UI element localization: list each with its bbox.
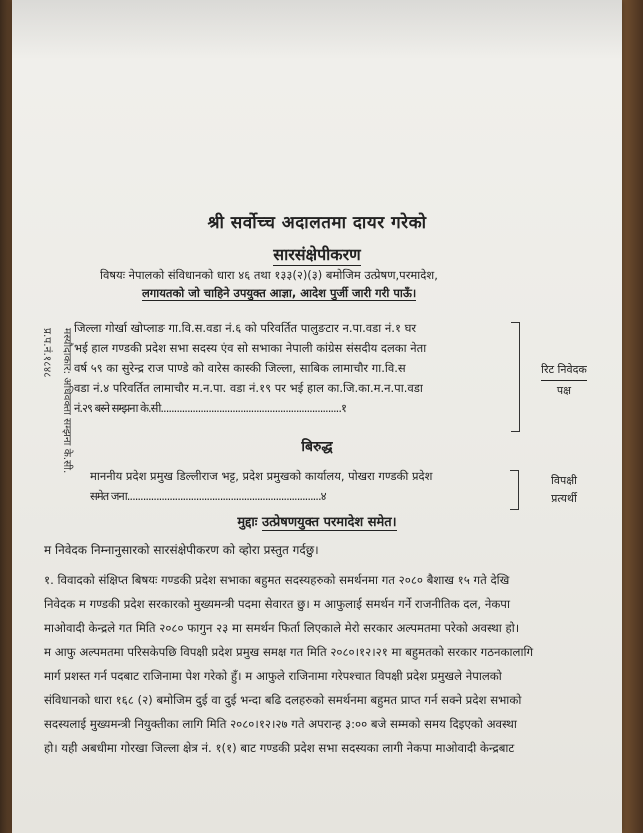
petitioner-role bbox=[524, 360, 604, 401]
body-line: माओवादी केन्द्रले गत मिति २०८० फागुन २३ मा समर्थन फिर्ता लिएकाले मेरो सरकार अल्पमतमा परेको अवस्था हो। bbox=[44, 621, 520, 635]
respondent-line: समेत जना.........................................................................४ bbox=[90, 489, 326, 503]
side-note-case-number: प्र.प.नं.१८४८ bbox=[41, 328, 53, 378]
intro-line: म निवेदक निम्नानुसारको सारसंक्षेपीकरण को व्होरा प्रस्तुत गर्दछु। bbox=[44, 543, 319, 557]
petitioner-line: वर्ष ५९ का सुरेन्द्र राज पाण्डे को वारेस कास्की जिल्ला, साबिक लामाचौर गा.वि.स bbox=[74, 361, 406, 375]
subject-line-1: विषयः नेपालको संविधानको धारा ४६ तथा १३३(२)(३) बमोजिम उत्प्रेषण,परमादेश, bbox=[100, 268, 438, 282]
document-title: श्री सर्वोच्च अदालतमा दायर गरेको bbox=[207, 213, 427, 233]
respondent-line: माननीय प्रदेश प्रमुख डिल्लीराज भट्ट, प्रदेश प्रमुखको कार्यालय, पोखरा गण्डकी प्रदेश bbox=[90, 469, 433, 483]
issue-line bbox=[12, 512, 622, 530]
background-wood-right bbox=[619, 0, 643, 833]
petitioner-block bbox=[74, 318, 514, 418]
document-subtitle bbox=[12, 243, 622, 265]
page-shadow bbox=[12, 0, 622, 60]
respondent-role-title: विपक्षी bbox=[551, 474, 577, 487]
body-line: निवेदक म गण्डकी प्रदेश सरकारको मुख्यमन्त्री पदमा सेवारत छु। म आफुलाई समर्थन गर्ने राजनीतिक दल, नेकपा bbox=[44, 597, 510, 611]
side-note-drafter: मस्यौदाकार: अधिवक्ता सम्झना के.सी. bbox=[61, 328, 73, 474]
petitioner-line: नं.२९ बस्ने सम्झना के.सी....................................................................१ bbox=[74, 401, 346, 415]
body-line: मार्ग प्रशस्त गर्न पदबाट राजिनामा पेश गरेको हुँ। म आफुले राजिनामा गरेपश्चात विपक्षी प्रदेश प्रमुखले नेपालको bbox=[44, 669, 502, 683]
petitioner-line: वडा नं.४ परिवर्तित लामाचौर म.न.पा. वडा नं.१९ पर भई हाल का.जि.का.म.न.पा.वडा bbox=[74, 381, 423, 395]
body-line: म आफु अल्पमतमा परिसकेपछि विपक्षी प्रदेश प्रमुख समक्ष गत मिति २०८०।१२।२१ मा बहुमतको सरकार गठनकालागि bbox=[44, 645, 534, 659]
petitioner-role-title: रिट निवेदक bbox=[541, 360, 587, 381]
body-line: १. विवादको संक्षिप्त बिषयः गण्डकी प्रदेश सभाका बहुमत सदस्यहरुको समर्थनमा गत २०८० बैशाख १५ गते देखि bbox=[44, 573, 510, 587]
body-paragraph bbox=[44, 568, 606, 760]
petitioner-bracket bbox=[511, 322, 520, 432]
subtitle-text: सारसंक्षेपीकरण bbox=[273, 245, 361, 264]
body-line: संविधानको धारा १६८ (२) बमोजिम दुई वा दुई भन्दा बढि दलहरुको समर्थनमा बहुमत प्राप्त गर्न सक्ने प्रदेश सभाको bbox=[44, 693, 522, 707]
body-line: हो। यही अबधीमा गोरखा जिल्ला क्षेत्र नं. १(१) बाट गण्डकी प्रदेश सभा सदस्यका लागी नेकपा माओवादी केन्द्रबाट bbox=[44, 741, 515, 755]
subject-block bbox=[100, 266, 600, 302]
respondent-bracket bbox=[510, 470, 519, 510]
subject-line-2-text: लगायतको जो चाहिने उपयुक्त आज्ञा, आदेश पुर्जी जारी गरी पाऊँ। bbox=[142, 286, 417, 300]
subject-line-2 bbox=[100, 284, 600, 302]
respondent-role bbox=[524, 472, 604, 508]
body-line: सदस्यलाई मुख्यमन्त्री नियुक्तीका लागि मिति २०८०।१२।२७ गते अपरान्ह ३:०० बजे सम्मको समय दिइएको अवस्था bbox=[44, 717, 517, 731]
issue-label: मुद्दाः bbox=[237, 515, 258, 530]
petitioner-line: जिल्ला गोर्खा खोप्लाङ गा.वि.स.वडा नं.६ को परिवर्तित पालुङटार न.पा.वडा नं.१ घर bbox=[74, 321, 417, 335]
respondent-block bbox=[90, 466, 510, 506]
petitioner-role-party: पक्ष bbox=[556, 384, 572, 397]
document-page bbox=[12, 0, 622, 833]
petitioner-line: भई हाल गण्डकी प्रदेश सभा सदस्य एंव सो सभाका नेपाली कांग्रेस संसदीय दलका नेता bbox=[74, 341, 427, 355]
against-heading: बिरुद्ध bbox=[301, 439, 333, 455]
respondent-role-party: प्रत्यर्थी bbox=[551, 492, 577, 505]
issue-text: उत्प्रेषणयुक्त परमादेश समेत। bbox=[261, 515, 397, 530]
